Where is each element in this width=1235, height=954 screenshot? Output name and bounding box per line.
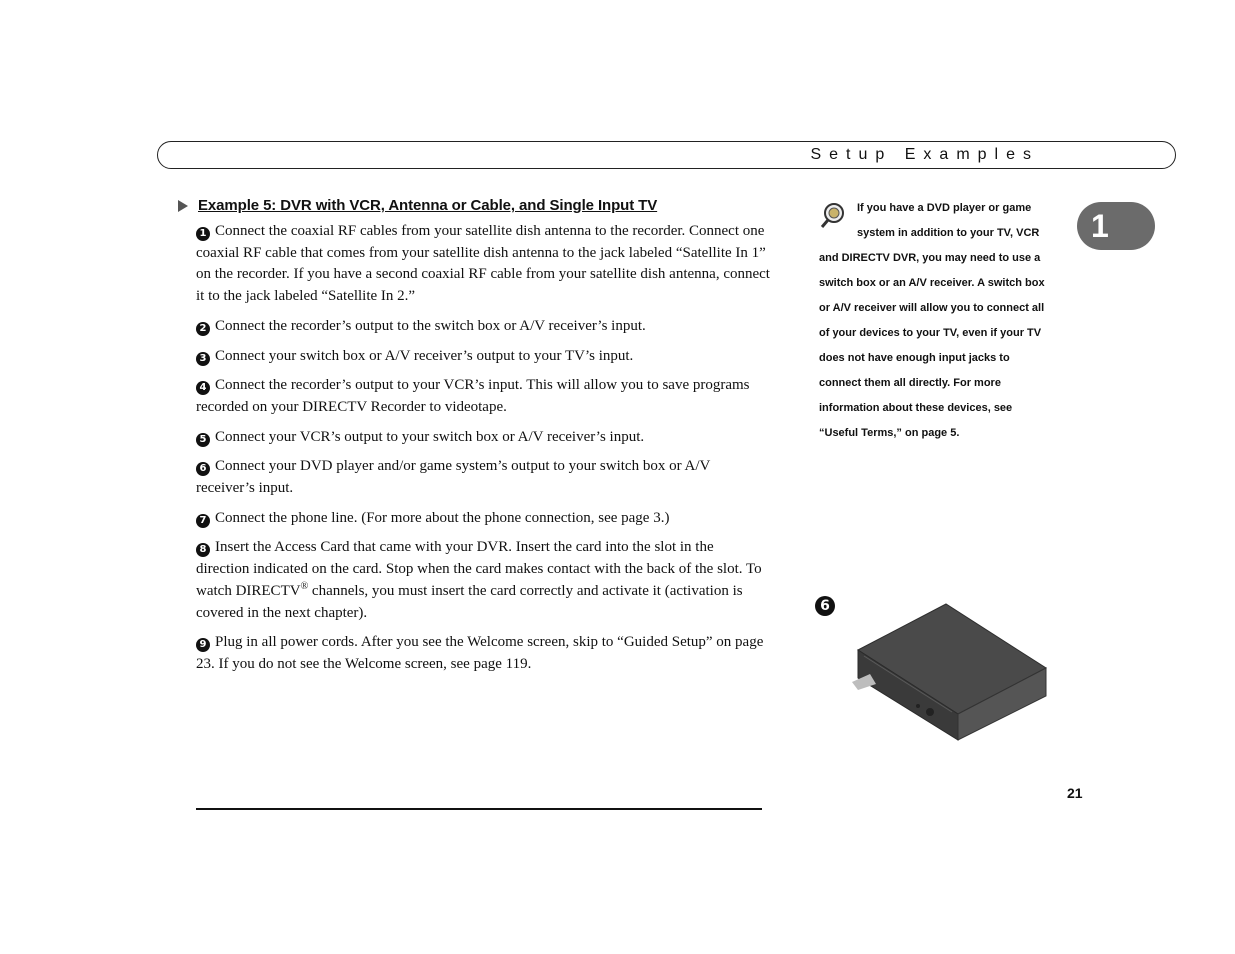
dvd-player-illustration (848, 598, 1054, 746)
step-number-2: 2 (196, 322, 210, 336)
step-text-8b: channels, you must insert the card correctly and activate it (activation is covered in the next chapter). (196, 582, 743, 621)
header-bar (157, 141, 1176, 169)
registered-mark: ® (300, 580, 309, 592)
triangle-bullet-icon (178, 200, 188, 212)
bottom-rule (196, 808, 762, 810)
figure-callout: 6 (815, 596, 835, 616)
section-heading (178, 197, 657, 214)
step-text-8a: Insert the Access Card that came with your DVR. Insert the card into the slot in the direction indicated on the card. Stop when the card makes contact with the back of the slot. To watch DIRECTV (196, 539, 762, 599)
step-number-6: 6 (196, 462, 210, 476)
step-text-9: Plug in all power cords. After you see the Welcome screen, skip to “Guided Setup” on page 23. If you do not see the Welcome screen, see page 119. (196, 634, 764, 672)
step-number-3: 3 (196, 352, 210, 366)
step-text-1: Connect the coaxial RF cables from your satellite dish antenna to the recorder. Connect one coaxial RF cable that comes from your satellite dish antenna to the jack labeled “Satellite In 1” on the recorder. If you have a second coaxial RF cable from your satellite dish antenna, connect it to the jack labeled “Satellite In 2.” (196, 223, 770, 305)
step-7 (196, 508, 770, 530)
step-number-1: 1 (196, 227, 210, 241)
steps-list (196, 221, 770, 684)
step-1 (196, 221, 770, 308)
step-8 (196, 537, 770, 624)
step-4 (196, 375, 770, 418)
step-text-4: Connect the recorder’s output to your VCR’s input. This will allow you to save programs recorded on your DIRECTV Recorder to videotape. (196, 377, 750, 415)
step-number-5: 5 (196, 433, 210, 447)
chapter-number: 1 (1091, 208, 1109, 244)
step-3 (196, 346, 770, 368)
sidebar-note (819, 196, 1049, 446)
step-text-7: Connect the phone line. (For more about the phone connection, see page 3.) (215, 509, 670, 526)
note-text: If you have a DVD player or game system in addition to your TV, VCR and DIRECTV DVR, you may need to use a switch box or an A/V receiver. A switch box or A/V receiver will allow you to connect all of your devices to your TV, even if your TV does not have enough input jacks to connect them all directly. For more information about these devices, see “Useful Terms,” on page 5. (819, 202, 1045, 439)
page-number: 21 (1067, 785, 1083, 801)
chapter-tab (1077, 202, 1155, 250)
step-text-3: Connect your switch box or A/V receiver’s output to your TV’s input. (215, 347, 634, 364)
step-number-4: 4 (196, 381, 210, 395)
step-number-8: 8 (196, 543, 210, 557)
step-6 (196, 456, 770, 499)
step-number-7: 7 (196, 514, 210, 528)
step-text-5: Connect your VCR’s output to your switch box or A/V receiver’s input. (215, 428, 645, 445)
step-text-6: Connect your DVD player and/or game system’s output to your switch box or A/V receiver’s input. (196, 458, 711, 497)
step-text-2: Connect the recorder’s output to the switch box or A/V receiver’s input. (215, 317, 646, 334)
step-9 (196, 632, 770, 675)
step-5 (196, 427, 770, 449)
magnifier-tip-icon (819, 200, 849, 230)
header-title: Setup Examples (810, 146, 1039, 163)
step-2 (196, 316, 770, 338)
step-number-9: 9 (196, 638, 210, 652)
section-title: Example 5: DVR with VCR, Antenna or Cable, and Single Input TV (198, 197, 658, 214)
